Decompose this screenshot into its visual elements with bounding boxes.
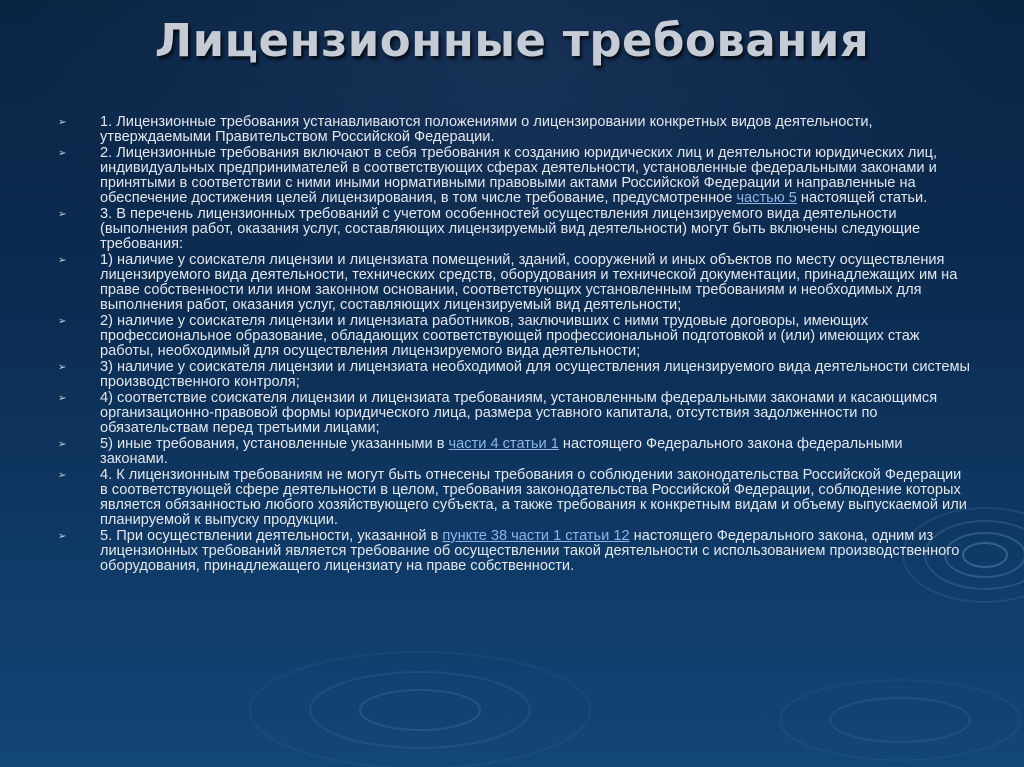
- arrow-bullet-icon: ➢: [58, 531, 67, 542]
- item-text: настоящей статьи.: [796, 190, 928, 206]
- arrow-bullet-icon: ➢: [58, 362, 67, 373]
- arrow-bullet-icon: ➢: [58, 439, 67, 450]
- list-item: [58, 115, 970, 145]
- item-text: 1. Лицензионные требования устанавливаются положениями о лицензировании конкретных видов деятельности, утверждаемыми Правительством Российской Федерации.: [100, 114, 873, 145]
- arrow-bullet-icon: ➢: [58, 470, 67, 481]
- item-text: 5) иные требования, установленные указанными в: [100, 436, 449, 452]
- slide-title: Лицензионные требования: [154, 14, 870, 67]
- item-text: 2. Лицензионные требования включают в себя требования к созданию юридических лиц и деятельности юридических лиц, индивидуальных предпринимателей в соответствующих сферах деятельности, установленные федеральными законами и принятыми в соответствии с ними иными нормативными правовыми актами Российской Федерации и направленные на обеспечение достижения целей лицензирования, в том числе требование, предусмотренное: [100, 145, 938, 206]
- arrow-bullet-icon: ➢: [58, 148, 67, 159]
- list-item: [58, 314, 970, 359]
- item-text: 3. В перечень лицензионных требований с учетом особенностей осуществления лицензируемого вида деятельности (выполнения работ, оказания услуг, составляющих лицензируемый вид деятельности) могут быть включены следующие требования:: [100, 206, 921, 252]
- item-text: настоящего Федерального закона федеральными законами.: [100, 436, 903, 467]
- item-text: 5. При осуществлении деятельности, указанной в: [100, 528, 443, 544]
- arrow-bullet-icon: ➢: [58, 316, 67, 327]
- item-text: 3) наличие у соискателя лицензии и лицензиата необходимой для осуществления лицензируемого вида деятельности системы производственного контроля;: [100, 359, 971, 390]
- list-item: [58, 529, 970, 574]
- item-text: 2) наличие у соискателя лицензии и лицензиата работников, заключивших с ними трудовые договоры, имеющих профессиональное образование, обладающих соответствующей профессиональной подготовкой и (или) имеющих стаж работы, необходимый для осуществления лицензируемого вида деятельности;: [100, 313, 920, 359]
- law-reference-link[interactable]: части 4 статьи 1: [448, 436, 559, 452]
- list-item: [58, 146, 970, 206]
- slide-bullet-list: [58, 115, 970, 575]
- arrow-bullet-icon: ➢: [58, 255, 67, 266]
- list-item: [58, 468, 970, 528]
- arrow-bullet-icon: ➢: [58, 117, 67, 128]
- list-item: [58, 391, 970, 436]
- list-item: [58, 253, 970, 313]
- item-text: 4) соответствие соискателя лицензии и лицензиата требованиям, установленным федеральными законами и касающимся организационно-правовой формы юридического лица, размера уставного капитала, отсутствия задолженности по обязательствам перед третьими лицами;: [100, 390, 938, 436]
- item-text: 4. К лицензионным требованиям не могут быть отнесены требования о соблюдении законодательства Российской Федерации в соответствующей сфере деятельности в целом, требования законодательства Российской Федерации, соблюдение которых является обязанностью любого хозяйствующего субъекта, а также требования к конкретным видам и объему выпускаемой или планируемой к выпуску продукции.: [100, 467, 967, 528]
- item-text: настоящего Федерального закона, одним из лицензионных требований является требование об осуществлении такой деятельности с использованием производственного оборудования, принадлежащего лицензиату на праве собственности.: [100, 528, 960, 574]
- list-item: [58, 207, 970, 252]
- item-text: 1) наличие у соискателя лицензии и лицензиата помещений, зданий, сооружений и иных объектов по месту осуществления лицензируемого вида деятельности, технических средств, оборудования и технической документации, принадлежащих им на праве собственности или ином законном основании, соответствующих установленным требованиям и необходимых для выполнения работ, оказания услуг, составляющих лицензируемый вид деятельности;: [100, 252, 958, 313]
- arrow-bullet-icon: ➢: [58, 209, 67, 220]
- list-item: [58, 437, 970, 467]
- arrow-bullet-icon: ➢: [58, 393, 67, 404]
- law-reference-link[interactable]: пункте 38 части 1 статьи 12: [442, 528, 630, 544]
- law-reference-link[interactable]: частью 5: [736, 190, 797, 206]
- list-item: [58, 360, 970, 390]
